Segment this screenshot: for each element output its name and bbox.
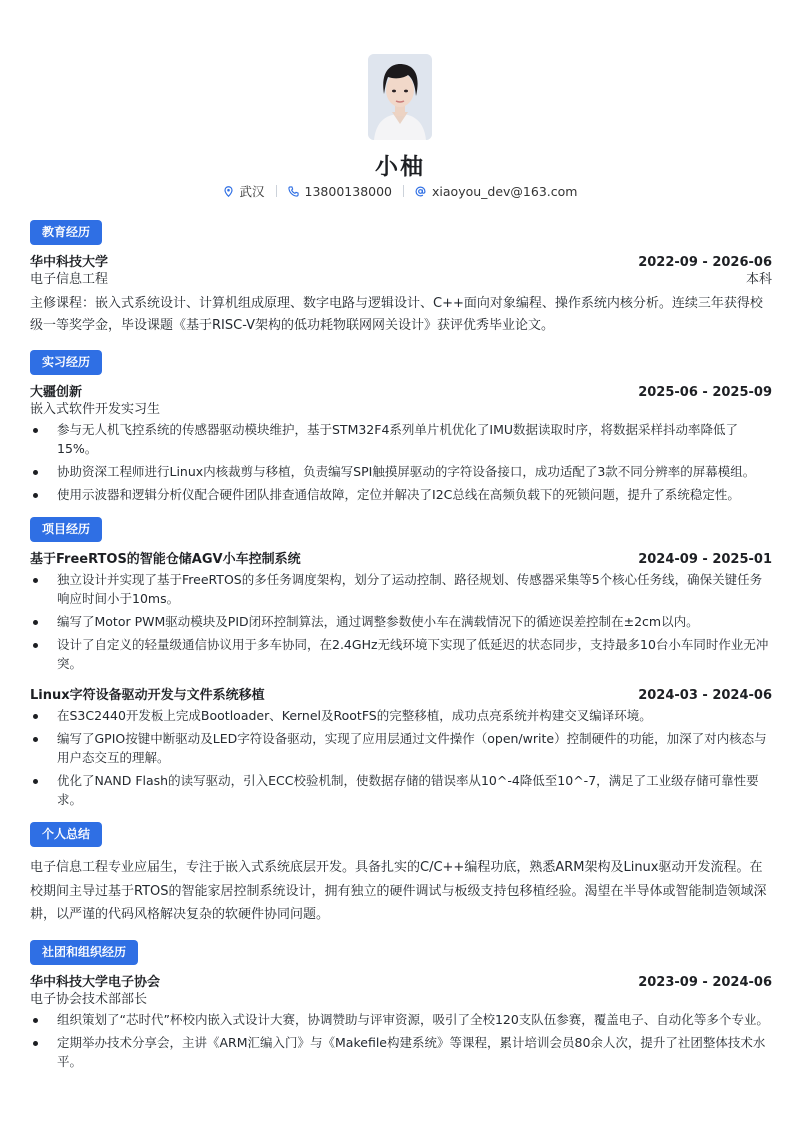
projects-section bbox=[30, 517, 772, 809]
internship-section bbox=[30, 350, 772, 504]
club-bullets bbox=[30, 1010, 772, 1071]
list-item: 编写了Motor PWM驱动模块及PID闭环控制算法，通过调整参数使小车在满载情况下的循迹误差控制在±2cm以内。 bbox=[30, 612, 772, 631]
project-bullets bbox=[30, 570, 772, 673]
section-title: 社团和组织经历 bbox=[30, 940, 138, 965]
list-item: 设计了自定义的轻量级通信协议用于多车协同，在2.4GHz无线环境下实现了低延迟的状态同步，支持最多10台小车同时作业无冲突。 bbox=[30, 635, 772, 673]
candidate-name: 小柚 bbox=[375, 154, 425, 180]
education-section bbox=[30, 220, 772, 337]
education-description: 主修课程：嵌入式系统设计、计算机组成原理、数字电路与逻辑设计、C++面向对象编程、操作系统内核分析。连续三年获得校级一等奖学金，毕设课题《基于RISC-V架构的低功耗物联网网关设计》获评优秀毕业论文。 bbox=[30, 296, 763, 333]
list-item: 优化了NAND Flash的读写驱动，引入ECC校验机制，使数据存储的错误率从10^-4降低至10^-7，满足了工业级存储可靠性要求。 bbox=[30, 771, 772, 809]
club-name: 华中科技大学电子协会 bbox=[30, 974, 161, 990]
list-item: 组织策划了“芯时代”杯校内嵌入式设计大赛，协调赞助与评审资源，吸引了全校120支队伍参赛，覆盖电子、自动化等多个专业。 bbox=[30, 1010, 772, 1029]
company-name: 大疆创新 bbox=[30, 385, 83, 400]
internship-bullets bbox=[30, 420, 772, 504]
section-title: 个人总结 bbox=[30, 822, 102, 847]
list-item: 使用示波器和逻辑分析仪配合硬件团队排查通信故障，定位并解决了I2C总线在高频负载下的死锁问题，提升了系统稳定性。 bbox=[30, 485, 772, 504]
contact-email bbox=[415, 184, 577, 199]
contact-location bbox=[223, 182, 265, 200]
project-bullets bbox=[30, 706, 772, 809]
phone-icon bbox=[288, 186, 299, 197]
clubs-section bbox=[30, 940, 772, 1071]
list-item: 在S3C2440开发板上完成Bootloader、Kernel及RootFS的完整移植，成功点亮系统并构建交叉编译环境。 bbox=[30, 706, 772, 725]
email-icon bbox=[415, 186, 426, 197]
list-item: 参与无人机飞控系统的传感器驱动模块维护，基于STM32F4系列单片机优化了IMU数据读取时序，将数据采样抖动率降低了15%。 bbox=[30, 420, 772, 458]
phone-text: 13800138000 bbox=[304, 183, 393, 199]
profile-photo bbox=[368, 54, 432, 140]
contact-divider bbox=[403, 185, 404, 197]
school-name: 华中科技大学 bbox=[30, 255, 109, 270]
section-title: 项目经历 bbox=[30, 517, 102, 542]
email-text: xiaoyou_dev@163.com bbox=[432, 183, 578, 199]
club-dates: 2023-09 - 2024-06 bbox=[638, 974, 772, 990]
internship-role: 嵌入式软件开发实习生 bbox=[30, 402, 161, 417]
project-dates: 2024-09 - 2025-01 bbox=[638, 552, 772, 567]
major-name: 电子信息工程 bbox=[30, 272, 109, 287]
location-icon bbox=[223, 186, 234, 197]
contact-phone bbox=[288, 184, 392, 199]
project-name: Linux字符设备驱动开发与文件系统移植 bbox=[30, 688, 265, 703]
list-item: 协助资深工程师进行Linux内核裁剪与移植，负责编写SPI触摸屏驱动的字符设备接口，成功适配了3款不同分辨率的屏幕模组。 bbox=[30, 462, 772, 481]
internship-dates: 2025-06 - 2025-09 bbox=[638, 385, 772, 400]
summary-text: 电子信息工程专业应届生，专注于嵌入式系统底层开发。具备扎实的C/C++编程功底，熟悉ARM架构及Linux驱动开发流程。在校期间主导过基于RTOS的智能家居控制系统设计，拥有独立的硬件调试与板级支持包移植经验。渴望在半导体或智能制造领域深耕，以严谨的代码风格解决复杂的软硬件协同问题。 bbox=[30, 860, 767, 922]
education-dates: 2022-09 - 2026-06 bbox=[638, 255, 772, 270]
project-dates: 2024-03 - 2024-06 bbox=[638, 688, 772, 703]
list-item: 定期举办技术分享会，主讲《ARM汇编入门》与《Makefile构建系统》等课程，累计培训会员80余人次，提升了社团整体技术水平。 bbox=[30, 1033, 772, 1071]
contact-bar bbox=[0, 182, 800, 200]
list-item: 独立设计并实现了基于FreeRTOS的多任务调度架构，划分了运动控制、路径规划、传感器采集等5个核心任务线，确保关键任务响应时间小于10ms。 bbox=[30, 570, 772, 608]
contact-divider bbox=[276, 185, 277, 197]
degree-level: 本科 bbox=[745, 272, 772, 287]
location-text: 武汉 bbox=[239, 184, 265, 199]
section-title: 实习经历 bbox=[30, 350, 102, 375]
section-title: 教育经历 bbox=[30, 220, 102, 245]
project-name: 基于FreeRTOS的智能仓储AGV小车控制系统 bbox=[30, 552, 301, 567]
list-item: 编写了GPIO按键中断驱动及LED字符设备驱动，实现了应用层通过文件操作（open/write）控制硬件的功能，加深了对内核态与用户态交互的理解。 bbox=[30, 729, 772, 767]
portrait-image bbox=[368, 54, 432, 140]
resume-content bbox=[30, 220, 772, 1084]
club-role: 电子协会技术部部长 bbox=[30, 991, 148, 1007]
summary-section bbox=[30, 822, 772, 927]
